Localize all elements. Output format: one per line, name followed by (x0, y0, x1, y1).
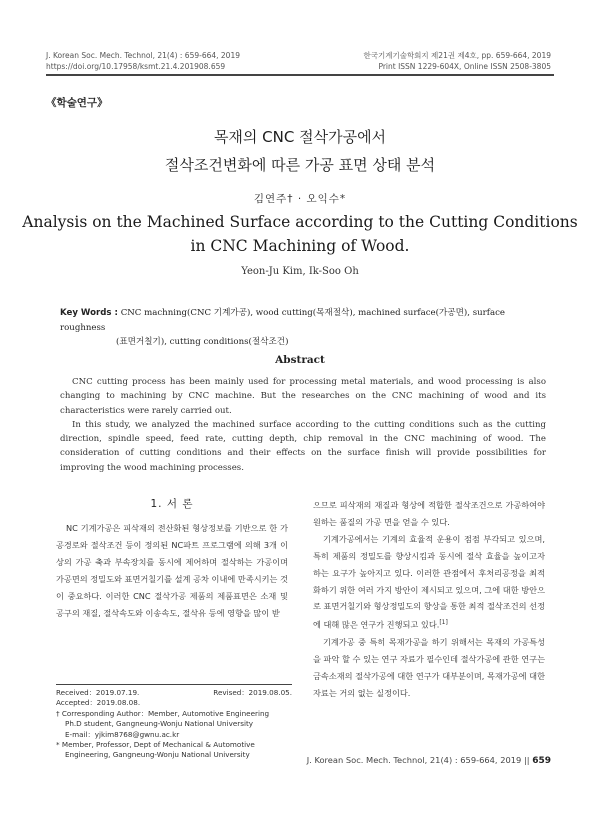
abstract-heading: Abstract (275, 354, 325, 366)
doi-link[interactable]: https://doi.org/10.17958/ksmt.21.4.201908.659 (46, 62, 226, 71)
corresponding-email[interactable]: E-mail：yjkim8768@gwnu.ac.kr (65, 729, 180, 739)
article-category: 《학술연구》 (46, 97, 108, 109)
issn-info: Print ISSN 1229-604X, Online ISSN 2508-3805 (378, 62, 551, 71)
abstract-paragraph-2: In this study, we analyzed the machined surface according to the cutting conditions such as the cutting direction, spindle speed, feed rate, cutting depth, chip removal in the CNC machining of wood. The consideration of cutting conditions and their effects on the surface finish will provide possibilities for improving the wood machining processes. (60, 419, 546, 473)
title-ko-line1: 목재의 CNC 절삭가공에서 (213, 128, 387, 146)
revised-date: Revised：2019.08.05. (213, 688, 292, 697)
member-note-line1: * Member, Professor, Dept of Mechanical & Automotive (56, 740, 255, 750)
journal-header-left (46, 50, 240, 72)
corresponding-author-line2: Ph.D student, Gangneung-Wonju National University (65, 719, 254, 729)
page-number: 659 (532, 756, 551, 766)
intro-paragraph-1-cont: 으므로 피삭재의 재질과 형상에 적합한 절삭조건으로 가공하여야 원하는 품질의 가공 면을 얻을 수 있다. (313, 500, 545, 527)
intro-paragraph-2 (313, 531, 545, 634)
accepted-date: Accepted：2019.08.08. (56, 698, 141, 708)
title-ko-line2: 절삭조건변화에 따른 가공 표면 상태 분석 (164, 156, 436, 174)
footer-citation: J. Korean Soc. Mech. Technol, 21(4) : 659-664, 2019 || (306, 755, 530, 765)
footnote-rule (56, 684, 292, 685)
intro-paragraph-1: NC 기계가공은 피삭재의 전산화된 형상정보를 기반으로 한 가공경로와 절삭조건 등이 정의된 NC파트 프로그램에 의해 3개 이상의 가공 축과 부속장치를 동시에 제어하며 절삭하는 가공이며 가공면의 정밀도와 표면거칠기를 설계 공차 이내에 만족시키는 것이 중요하다. 이러한 CNC 절삭가공 제품의 제품표면은 소재 및 공구의 재질, 절삭속도와 이송속도, 절삭유 등에 영향을 많이 받 (56, 523, 288, 618)
article-notes (56, 688, 292, 761)
received-date: Received：2019.07.19. (56, 688, 140, 697)
citation-ref-1[interactable]: [1] (439, 619, 448, 627)
abstract-body (60, 375, 546, 475)
authors-en: Yeon-Ju Kim, Ik-Soo Oh (241, 266, 359, 277)
keywords-label: Key Words : (60, 308, 118, 318)
section-heading-introduction: 1. 서 론 (150, 498, 194, 510)
header-rule (46, 74, 554, 76)
member-note-line2: Engineering, Gangneung-Wonju National University (65, 750, 250, 760)
title-en-line2: in CNC Machining of Wood. (190, 237, 410, 255)
intro-paragraph-2-text: 기계가공에서는 기계의 효율적 운용이 점점 부각되고 있으며, 특히 제품의 정밀도를 향상시킴과 동시에 절삭 효율을 높이고자 하는 요구가 높아지고 있다. 이러한 관점에서 후처리공정을 최적화하기 위한 여러 가지 방안이 제시되고 있으며, 그에 대한 방안으로 표면거칠기와 형상정밀도의 향상을 통한 최적 절삭조건의 선정에 대해 많은 연구가 진행되고 있다. (313, 533, 545, 631)
page-footer (307, 755, 551, 766)
authors-ko: 김연주† · 오익수* (253, 193, 347, 205)
journal-citation: J. Korean Soc. Mech. Technol, 21(4) : 659-664, 2019 (46, 51, 240, 60)
journal-header-right (363, 50, 551, 72)
abstract-paragraph-1: CNC cutting process has been mainly used for processing metal materials, and wood processing is also changing to machining by CNC machine. But the researches on the CNC machining of wood and its characteristics were rarely carried out. (60, 377, 546, 416)
journal-citation-ko: 한국기계기술학회지 제21권 제4호, pp. 659-664, 2019 (363, 51, 551, 60)
intro-left-column (56, 520, 288, 621)
keywords-line1: CNC machning(CNC 기계가공), wood cutting(목재절삭), machined surface(가공면), surface roughness (60, 308, 505, 333)
title-en-line1: Analysis on the Machined Surface according to the Cutting Conditions (22, 213, 578, 231)
intro-paragraph-3: 기계가공 중 특히 목재가공을 하기 위해서는 목재의 가공특성을 파악 할 수 있는 연구 자료가 필수인데 절삭가공에 관한 연구는 금속소재의 절삭가공에 대한 연구가 대부분이며, 목재가공에 대한 자료는 거의 없는 실정이다. (313, 636, 545, 698)
corresponding-author-line1: † Corresponding Author：Member, Automotive Engineering (56, 708, 270, 718)
keywords-block (60, 306, 550, 350)
intro-right-column (313, 497, 545, 702)
keywords-line2: (표면거칠기), cutting conditions(절삭조건) (116, 337, 289, 347)
